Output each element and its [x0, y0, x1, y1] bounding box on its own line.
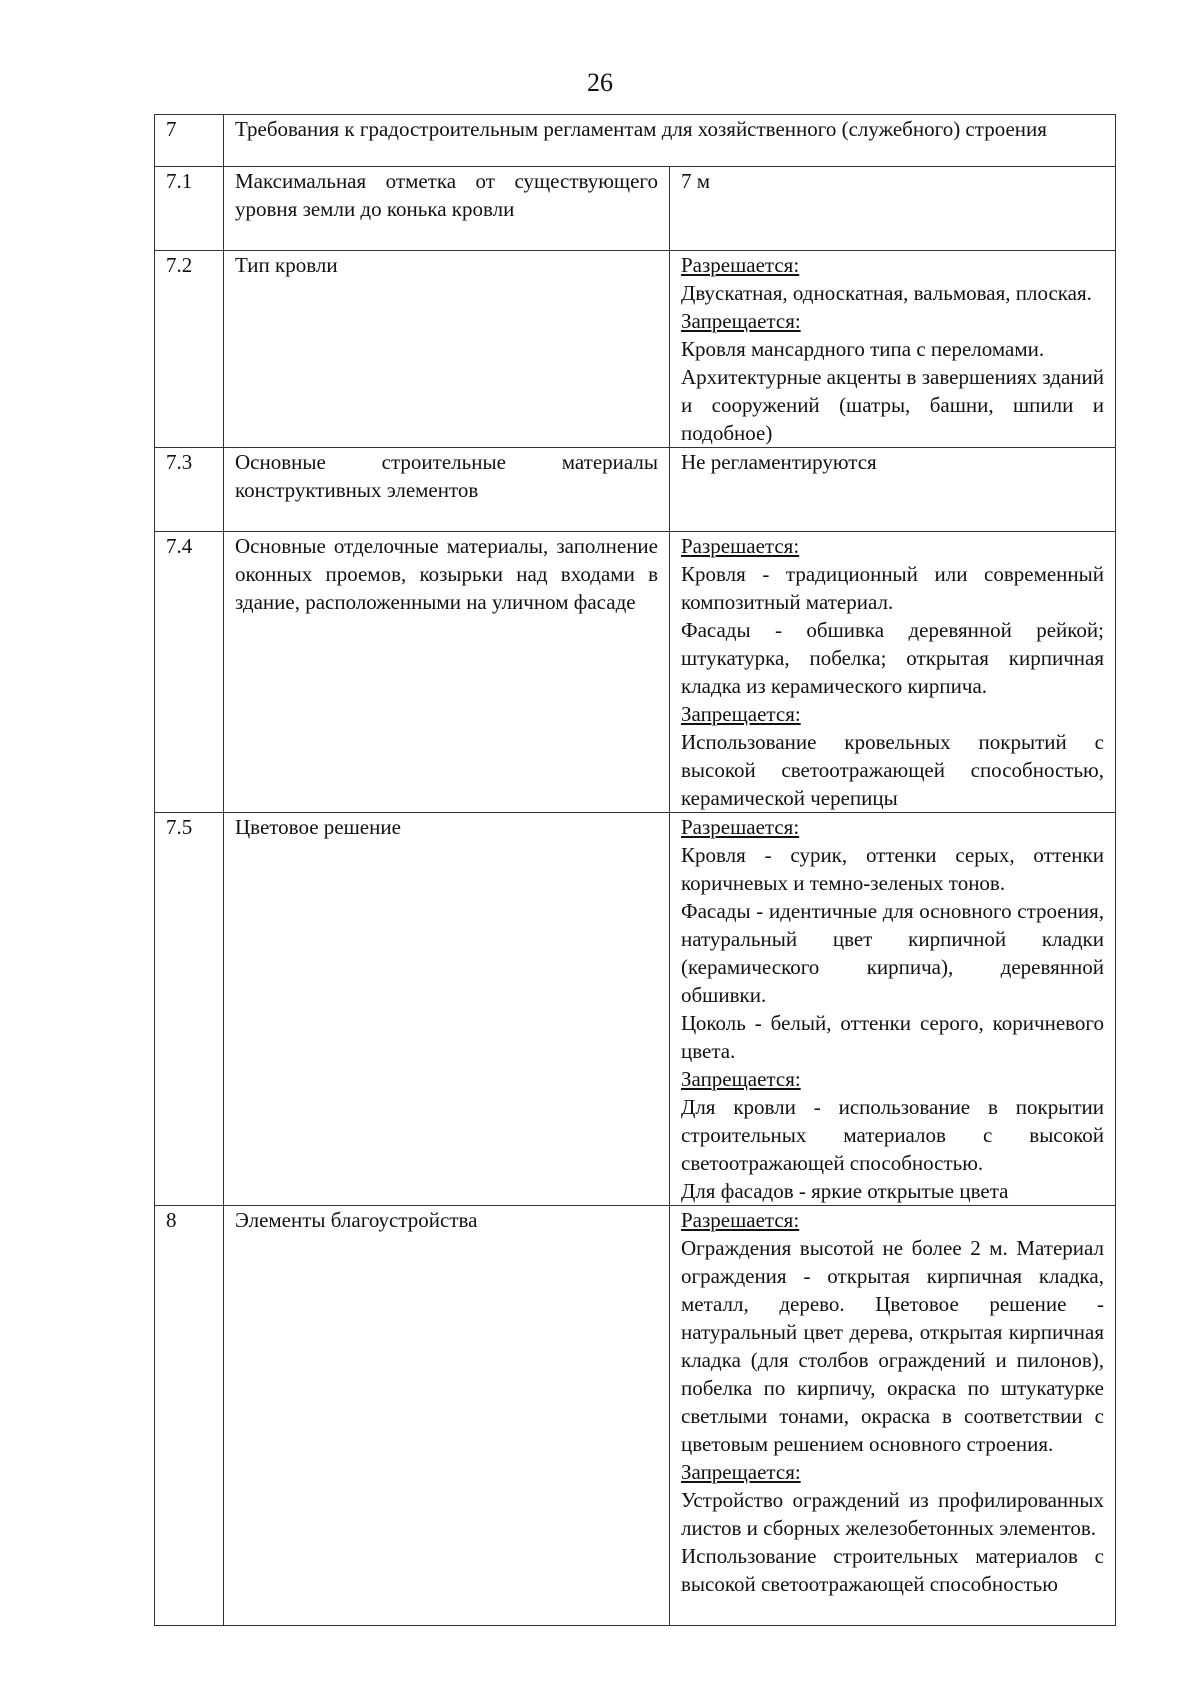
table-row	[155, 167, 1116, 251]
allowed-text: Фасады - идентичные для основного строения, натуральный цвет кирпичной кладки (керамического кирпича), деревянной обшивки.	[681, 899, 1104, 1007]
table-row	[155, 251, 1116, 448]
allowed-text: Ограждения высотой не более 2 м. Материал ограждения - открытая кирпичная кладка, металл, дерево. Цветовое решение - натуральный цвет дерева, открытая кирпичная кладка (для столбов ограждений и пилонов), побелка по кирпичу, окраска по штукатурке светлыми тонами, окраска в соответствии с цветовым решением основного строения.	[681, 1236, 1104, 1456]
section-heading: Требования к градостроительным регламентам для хозяйственного (служебного) строения	[224, 115, 1116, 167]
forbidden-text: Для фасадов - яркие открытые цвета	[681, 1179, 1009, 1203]
parameter-value: 7 м	[670, 167, 1116, 251]
table-row	[155, 448, 1116, 532]
table-row	[155, 532, 1116, 813]
forbidden-label: Запрещается:	[681, 309, 801, 333]
forbidden-text: Архитектурные акценты в завершениях зданий и сооружений (шатры, башни, шпили и подобное)	[681, 365, 1104, 445]
table-row	[155, 813, 1116, 1206]
allowed-text: Цоколь - белый, оттенки серого, коричневого цвета.	[681, 1011, 1104, 1063]
allowed-label: Разрешается:	[681, 815, 800, 839]
table-row	[155, 115, 1116, 167]
row-number: 7.3	[155, 448, 224, 532]
allowed-text: Фасады - обшивка деревянной рейкой; штукатурка, побелка; открытая кирпичная кладка из керамического кирпича.	[681, 618, 1104, 698]
parameter-name: Основные отделочные материалы, заполнение оконных проемов, козырьки над входами в здание, расположенными на уличном фасаде	[224, 532, 670, 813]
allowed-text: Кровля - сурик, оттенки серых, оттенки коричневых и темно-зеленых тонов.	[681, 843, 1104, 895]
allowed-text: Кровля - традиционный или современный композитный материал.	[681, 562, 1104, 614]
row-number: 7.2	[155, 251, 224, 448]
parameter-value	[670, 1206, 1116, 1626]
forbidden-label: Запрещается:	[681, 1067, 801, 1091]
row-number: 7.4	[155, 532, 224, 813]
row-number: 7.1	[155, 167, 224, 251]
parameter-value: Не регламентируются	[670, 448, 1116, 532]
row-number: 7.5	[155, 813, 224, 1206]
forbidden-text: Устройство ограждений из профилированных листов и сборных железобетонных элементов.	[681, 1488, 1104, 1540]
allowed-text: Двускатная, односкатная, вальмовая, плоская.	[681, 281, 1092, 305]
parameter-name: Тип кровли	[224, 251, 670, 448]
allowed-label: Разрешается:	[681, 534, 800, 558]
parameter-name: Элементы благоустройства	[224, 1206, 670, 1626]
table-row	[155, 1206, 1116, 1626]
forbidden-label: Запрещается:	[681, 702, 801, 726]
regulations-table	[154, 114, 1116, 1626]
forbidden-text: Кровля мансардного типа с переломами.	[681, 337, 1045, 361]
parameter-value	[670, 251, 1116, 448]
allowed-label: Разрешается:	[681, 1208, 800, 1232]
forbidden-text: Использование кровельных покрытий с высокой светоотражающей способностью, керамической черепицы	[681, 730, 1104, 810]
page-number: 26	[587, 68, 613, 97]
allowed-label: Разрешается:	[681, 253, 800, 277]
parameter-name: Основные строительные материалы конструктивных элементов	[224, 448, 670, 532]
forbidden-text: Использование строительных материалов с высокой светоотражающей способностью	[681, 1544, 1104, 1596]
forbidden-label: Запрещается:	[681, 1460, 801, 1484]
parameter-name: Максимальная отметка от существующего уровня земли до конька кровли	[224, 167, 670, 251]
forbidden-text: Для кровли - использование в покрытии строительных материалов с высокой светоотражающей способностью.	[681, 1095, 1104, 1175]
row-number: 8	[155, 1206, 224, 1626]
parameter-value	[670, 532, 1116, 813]
parameter-name: Цветовое решение	[224, 813, 670, 1206]
parameter-value	[670, 813, 1116, 1206]
row-number: 7	[155, 115, 224, 167]
